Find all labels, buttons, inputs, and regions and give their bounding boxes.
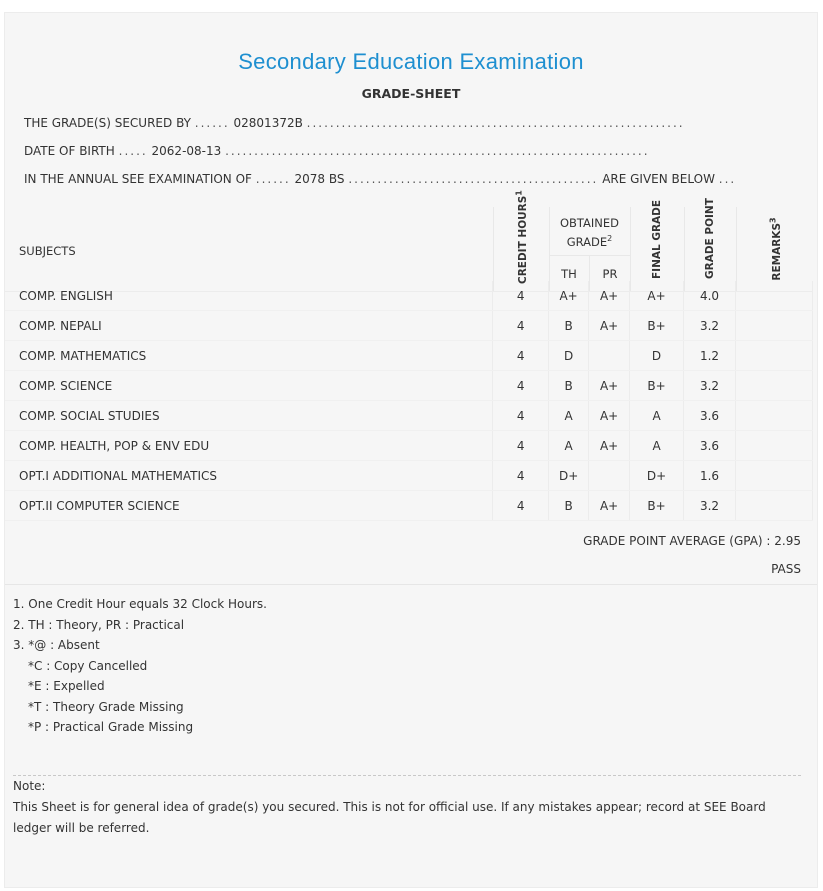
credit-hours-cell: 4 (493, 461, 549, 491)
remarks-cell (736, 491, 813, 521)
header-obtained-sup: 2 (607, 234, 613, 243)
section-divider (5, 584, 817, 585)
remarks-cell (736, 341, 813, 371)
final-grade-cell: A (630, 401, 684, 431)
page-title: Secondary Education Examination (238, 49, 584, 74)
final-grade-cell: D (630, 341, 684, 371)
header-obtained-grade-text (549, 215, 630, 250)
practical-grade-cell: A+ (589, 311, 630, 341)
subject-cell: COMP. HEALTH, POP & ENV EDU (5, 431, 493, 461)
credit-hours-cell: 4 (493, 311, 549, 341)
header-credit-hours-label: CREDIT HOURS (516, 195, 529, 284)
exam-line: IN THE ANNUAL SEE EXAMINATION OF ...... 2078 BS ........................................... ARE GIVEN BELOW ... (24, 172, 737, 186)
dob-value: 2062-08-13 (151, 144, 222, 158)
grade-point-cell: 1.6 (684, 461, 736, 491)
remarks-cell (736, 281, 813, 311)
header-remarks (736, 207, 813, 291)
grades-table (5, 281, 813, 521)
grade-point-cell: 3.6 (684, 431, 736, 461)
theory-grade-cell: B (549, 311, 589, 341)
header-pr-label: PR (602, 267, 618, 281)
credit-hours-cell: 4 (493, 431, 549, 461)
footnote-item: 2. TH : Theory, PR : Practical (13, 617, 185, 632)
credit-hours-cell: 4 (493, 491, 549, 521)
table-row (5, 431, 813, 461)
table-row (5, 311, 813, 341)
header-obtained-grade (549, 207, 631, 291)
subject-cell: COMP. NEPALI (5, 311, 493, 341)
theory-grade-cell: B (549, 491, 589, 521)
footnotes (13, 594, 267, 738)
practical-grade-cell: A+ (589, 401, 630, 431)
final-grade-cell: B+ (630, 371, 684, 401)
credit-hours-cell: 4 (493, 281, 549, 311)
grade-point-cell: 3.2 (684, 311, 736, 341)
grade-point-cell: 3.2 (684, 491, 736, 521)
header-final-grade-label: FINAL GRADE (651, 199, 663, 279)
table-row (5, 401, 813, 431)
note-text: This Sheet is for general idea of grade(s) you secured. This is not for official use. If any mistakes appear; record at SEE Board ledger will be referred. (13, 800, 766, 835)
footnote-item: *E : Expelled (28, 679, 105, 693)
remarks-cell (736, 431, 813, 461)
theory-grade-cell: A (549, 401, 589, 431)
footnote-item: *T : Theory Grade Missing (28, 699, 184, 714)
gpa-summary: GRADE POINT AVERAGE (GPA) : 2.95 (583, 534, 801, 548)
credit-hours-cell: 4 (493, 401, 549, 431)
theory-grade-cell: A+ (549, 281, 589, 311)
secured-by-label: THE GRADE(S) SECURED BY (24, 116, 191, 130)
exam-label: IN THE ANNUAL SEE EXAMINATION OF (24, 172, 252, 186)
practical-grade-cell: A+ (589, 431, 630, 461)
practical-grade-cell: A+ (589, 491, 630, 521)
header-final-grade (630, 199, 685, 291)
remarks-cell (736, 401, 813, 431)
practical-grade-cell (589, 341, 630, 371)
table-header (5, 190, 813, 292)
dob-line: DATE OF BIRTH ..... 2062-08-13 ......................................................................... (24, 144, 650, 158)
grade-sheet (4, 12, 818, 888)
header-remarks-label: REMARKS (770, 222, 783, 281)
subject-cell: COMP. SOCIAL STUDIES (5, 401, 493, 431)
credit-hours-cell: 4 (493, 371, 549, 401)
header-credit-sup: 1 (514, 190, 524, 196)
footnote-item: *C : Copy Cancelled (28, 658, 148, 673)
table-row (5, 341, 813, 371)
dashed-divider (13, 775, 801, 776)
grade-point-cell: 1.2 (684, 341, 736, 371)
grade-point-cell: 4.0 (684, 281, 736, 311)
table-row (5, 371, 813, 401)
header-remarks-text (767, 214, 783, 284)
exam-year: 2078 BS (294, 172, 345, 186)
grade-point-cell: 3.6 (684, 401, 736, 431)
header-grade-point (684, 198, 737, 291)
final-grade-cell: D+ (630, 461, 684, 491)
grades-table-body (5, 281, 813, 521)
theory-grade-cell: D+ (549, 461, 589, 491)
header-remarks-sup: 3 (767, 217, 777, 223)
symbol-number: 02801372B (233, 116, 303, 130)
header-grade-point-label: GRADE POINT (704, 198, 716, 279)
final-grade-cell: A (630, 431, 684, 461)
footnote-item: 1. One Credit Hour equals 32 Clock Hours. (13, 597, 267, 611)
practical-grade-cell: A+ (589, 371, 630, 401)
subject-cell: COMP. ENGLISH (5, 281, 493, 311)
result-status: PASS (771, 562, 801, 576)
remarks-cell (736, 311, 813, 341)
remarks-cell (736, 461, 813, 491)
header-credit-hours-text (513, 190, 529, 284)
grade-point-cell: 3.2 (684, 371, 736, 401)
practical-grade-cell: A+ (589, 281, 630, 311)
dob-label: DATE OF BIRTH (24, 144, 115, 158)
footnote-item: *P : Practical Grade Missing (28, 720, 194, 734)
theory-grade-cell: B (549, 371, 589, 401)
final-grade-cell: B+ (630, 491, 684, 521)
credit-hours-cell: 4 (493, 341, 549, 371)
note-title: Note: (13, 779, 46, 793)
final-grade-cell: A+ (630, 281, 684, 311)
header-credit-hours (493, 190, 550, 291)
remarks-cell (736, 371, 813, 401)
header-subjects (5, 207, 494, 291)
table-row (5, 281, 813, 311)
table-row (5, 461, 813, 491)
footnote-item: 3. *@ : Absent (13, 638, 100, 652)
theory-grade-cell: A (549, 431, 589, 461)
subject-cell: COMP. MATHEMATICS (5, 341, 493, 371)
subject-cell: COMP. SCIENCE (5, 371, 493, 401)
subject-cell: OPT.II COMPUTER SCIENCE (5, 491, 493, 521)
theory-grade-cell: D (549, 341, 589, 371)
table-row (5, 491, 813, 521)
secured-by-line: THE GRADE(S) SECURED BY ...... 02801372B ................................................................. (24, 116, 685, 130)
header-obtained-label: OBTAINED GRADE (559, 216, 620, 249)
given-below-label: ARE GIVEN BELOW (602, 172, 715, 186)
header-subjects-label: SUBJECTS (19, 244, 76, 258)
subject-cell: OPT.I ADDITIONAL MATHEMATICS (5, 461, 493, 491)
final-grade-cell: B+ (630, 311, 684, 341)
page-subtitle: GRADE-SHEET (361, 86, 461, 101)
header-th-label: TH (561, 267, 577, 281)
practical-grade-cell (589, 461, 630, 491)
